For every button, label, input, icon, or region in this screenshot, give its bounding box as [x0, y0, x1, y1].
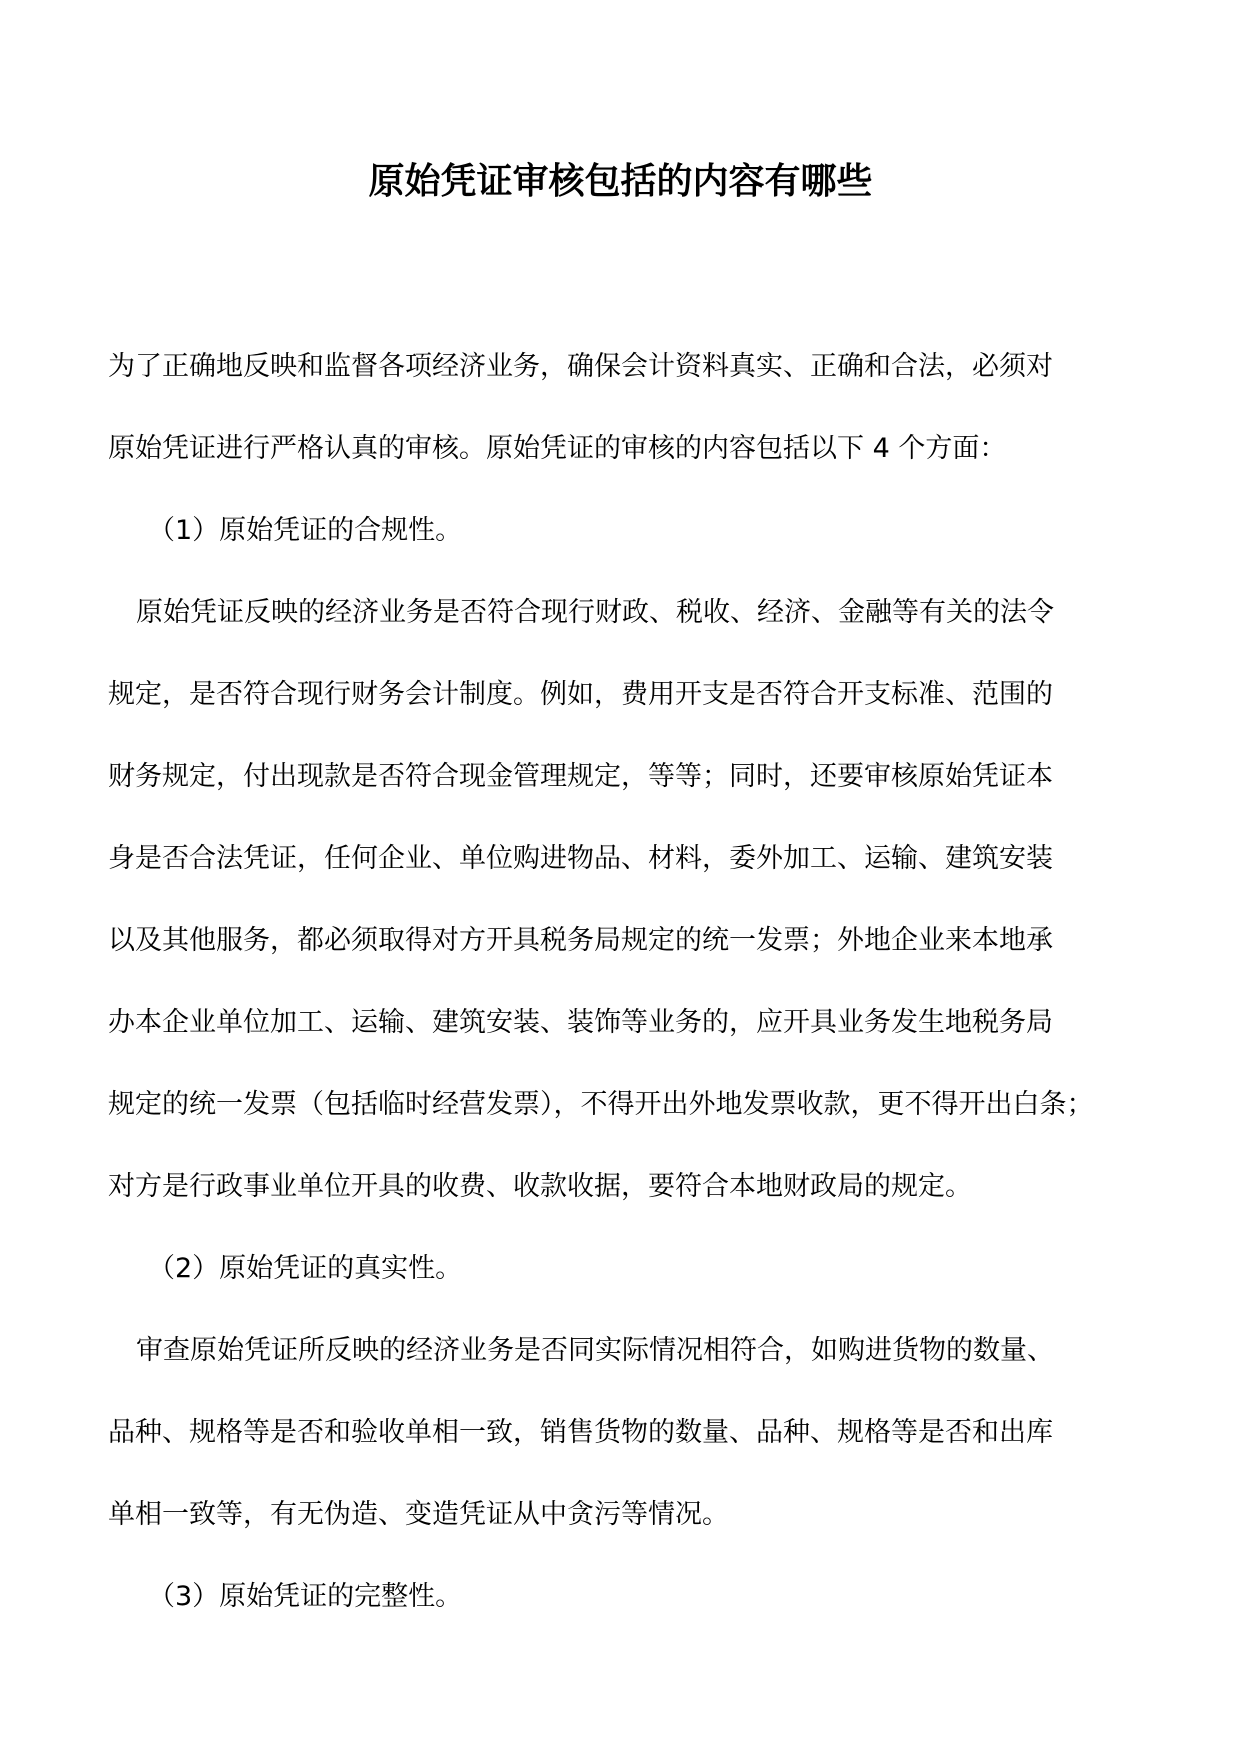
- body-line: 原始凭证进行严格认真的审核。原始凭证的审核的内容包括以下 4 个方面：: [108, 433, 1007, 464]
- body-line: 身是否合法凭证，任何企业、单位购进物品、材料，委外加工、运输、建筑安装: [108, 843, 1053, 874]
- section-heading-1: （1）原始凭证的合规性。: [148, 515, 463, 546]
- document-title: 原始凭证审核包括的内容有哪些: [368, 161, 873, 202]
- body-line: 财务规定，付出现款是否符合现金管理规定，等等；同时，还要审核原始凭证本: [108, 761, 1053, 792]
- body-line: 品种、规格等是否和验收单相一致，销售货物的数量、品种、规格等是否和出库: [108, 1417, 1053, 1448]
- body-line: 单相一致等，有无伪造、变造凭证从中贪污等情况。: [108, 1499, 729, 1530]
- document-body: [108, 340, 1148, 1652]
- body-line: 规定，是否符合现行财务会计制度。例如，费用开支是否符合开支标准、范围的: [108, 679, 1053, 710]
- body-line: 审查原始凭证所反映的经济业务是否同实际情况相符合，如购进货物的数量、: [136, 1335, 1054, 1366]
- body-line: 办本企业单位加工、运输、建筑安装、装饰等业务的，应开具业务发生地税务局: [108, 1007, 1053, 1038]
- body-line: 规定的统一发票（包括临时经营发票），不得开出外地发票收款，更不得开出白条；: [108, 1089, 1094, 1120]
- section-heading-2: （2）原始凭证的真实性。: [148, 1253, 463, 1284]
- section-heading-3: （3）原始凭证的完整性。: [148, 1581, 463, 1612]
- body-line: 为了正确地反映和监督各项经济业务，确保会计资料真实、正确和合法，必须对: [108, 351, 1053, 382]
- body-line: 对方是行政事业单位开具的收费、收款收据，要符合本地财政局的规定。: [108, 1171, 972, 1202]
- body-line: 以及其他服务，都必须取得对方开具税务局规定的统一发票；外地企业来本地承: [108, 925, 1053, 956]
- body-line: 原始凭证反映的经济业务是否符合现行财政、税收、经济、金融等有关的法令: [136, 597, 1054, 628]
